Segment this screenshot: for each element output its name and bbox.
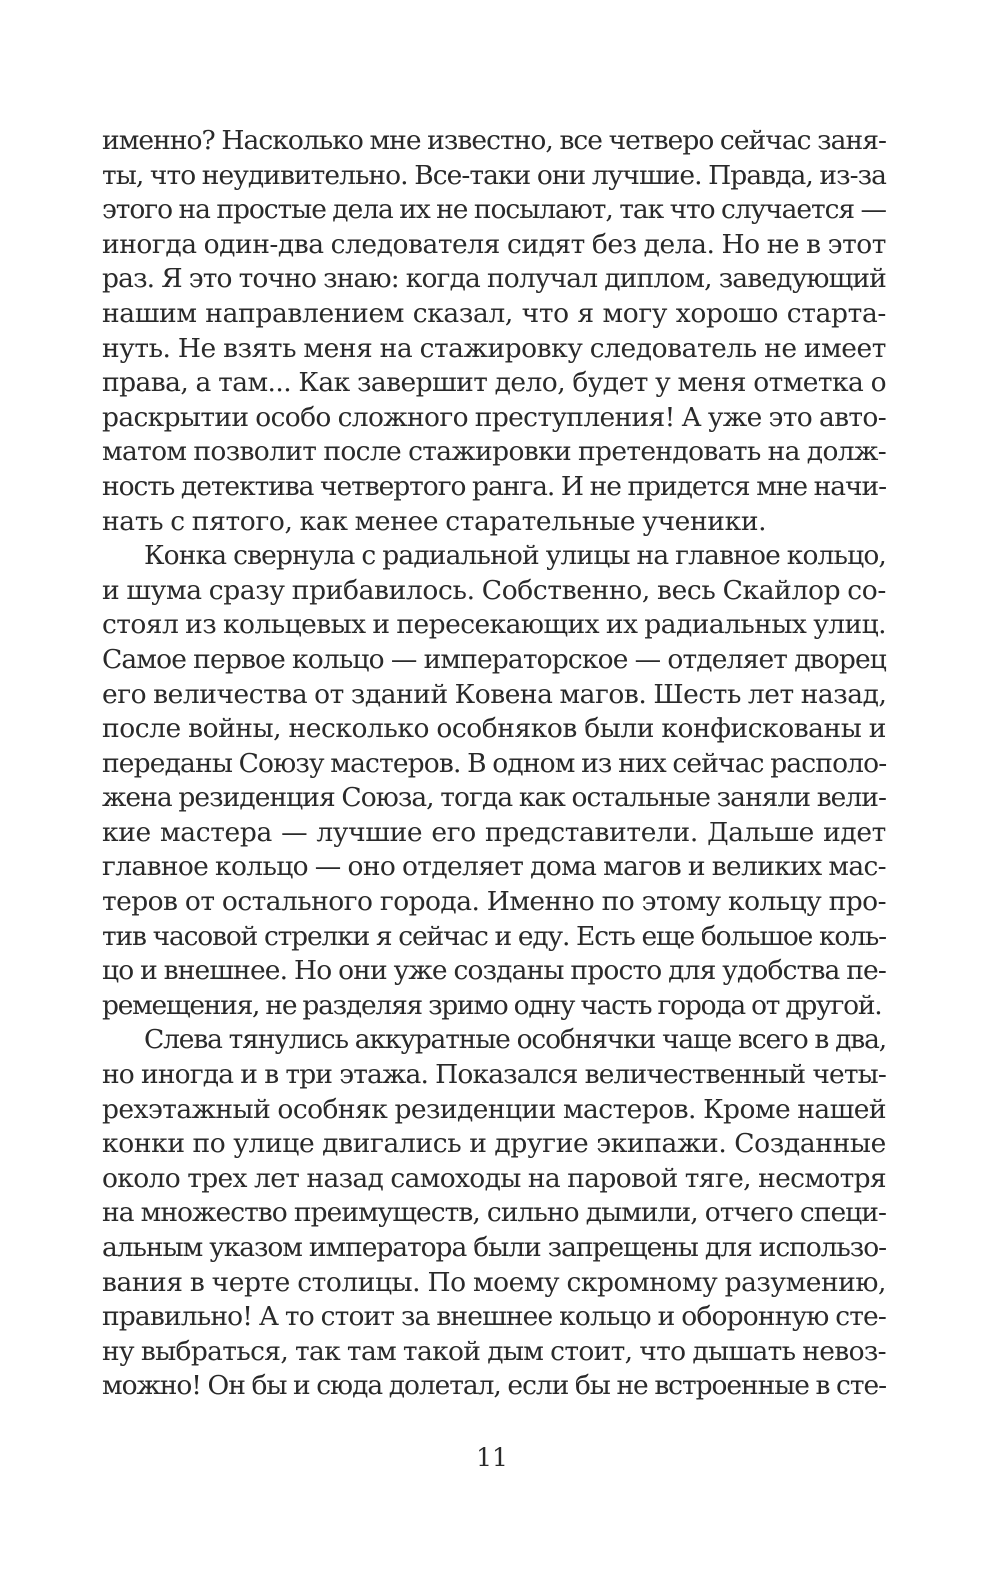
text-line: раскрытии особо сложного преступления! А уже это авто-: [102, 401, 886, 433]
text-line: этого на простые дела их не посылают, так что случается —: [102, 194, 886, 226]
text-line: тив часовой стрелки я сейчас и еду. Есть еще большое коль-: [102, 920, 886, 952]
paragraph-first-line: Слева тянулись аккуратные особнячки чаще всего в два,: [144, 1024, 886, 1056]
text-line: вания в черте столицы. По моему скромному разумению,: [102, 1266, 886, 1298]
text-line: нать с пятого, как менее старательные ученики.: [102, 505, 767, 537]
text-line: нуть. Не взять меня на стажировку следователь не имеет: [102, 332, 886, 364]
text-line: раз. Я это точно знаю: когда получал диплом, заведующий: [102, 263, 886, 295]
text-line: цо и внешнее. Но они уже созданы просто для удобства пе-: [102, 955, 886, 987]
book-page-text: [102, 124, 886, 1404]
text-line: около трех лет назад самоходы на паровой тяге, несмотря: [102, 1162, 886, 1194]
text-line: иногда один-два следователя сидят без дела. Но не в этот: [102, 228, 886, 260]
text-line: ты, что неудивительно. Все-таки они лучшие. Правда, из-за: [102, 159, 886, 191]
paragraph-first-line: Конка свернула с радиальной улицы на главное кольцо,: [144, 540, 886, 572]
text-line: его величества от зданий Ковена магов. Шесть лет назад,: [102, 678, 887, 710]
text-line: теров от остального города. Именно по этому кольцу про-: [102, 886, 886, 918]
text-line: именно? Насколько мне известно, все четверо сейчас заня-: [102, 125, 886, 156]
text-line: но иногда и в три этажа. Показался величественный четы-: [102, 1059, 886, 1091]
text-line: рехэтажный особняк резиденции мастеров. Кроме нашей: [102, 1093, 886, 1125]
text-line: кие мастера — лучшие его представители. Дальше идет: [102, 816, 886, 848]
text-line: на множество преимуществ, сильно дымили, отчего специ-: [102, 1197, 886, 1229]
text-line: Самое первое кольцо — императорское — отделяет дворец: [102, 643, 886, 675]
text-line: права, а там... Как завершит дело, будет у меня отметка о: [102, 367, 886, 399]
text-line: после войны, несколько особняков были конфискованы и: [102, 713, 886, 745]
text-line: можно! Он бы и сюда долетал, если бы не встроенные в сте-: [102, 1370, 886, 1402]
text-line: нашим направлением сказал, что я могу хорошо старта-: [102, 297, 886, 329]
text-line: главное кольцо — оно отделяет дома магов и великих мас-: [102, 851, 886, 883]
text-line: стоял из кольцевых и пересекающих их радиальных улиц.: [102, 609, 886, 641]
text-line: переданы Союзу мастеров. В одном из них сейчас располо-: [102, 747, 887, 779]
text-line: жена резиденция Союза, тогда как остальные заняли вели-: [102, 782, 886, 814]
text-line: ну выбраться, так там такой дым стоит, что дышать невоз-: [102, 1335, 886, 1367]
text-line: и шума сразу прибавилось. Собственно, весь Скайлор со-: [102, 574, 886, 606]
text-line: ность детектива четвертого ранга. И не придется мне начи-: [102, 470, 886, 502]
text-line: правильно! А то стоит за внешнее кольцо и оборонную сте-: [102, 1301, 886, 1333]
text-line: матом позволит после стажировки претендовать на долж-: [102, 436, 886, 468]
text-line: альным указом императора были запрещены для использо-: [102, 1232, 886, 1263]
text-line: конки по улице двигались и другие экипажи. Созданные: [102, 1128, 886, 1160]
page-number: 11: [476, 1443, 508, 1472]
text-line: ремещения, не разделяя зримо одну часть города от другой.: [102, 989, 882, 1021]
